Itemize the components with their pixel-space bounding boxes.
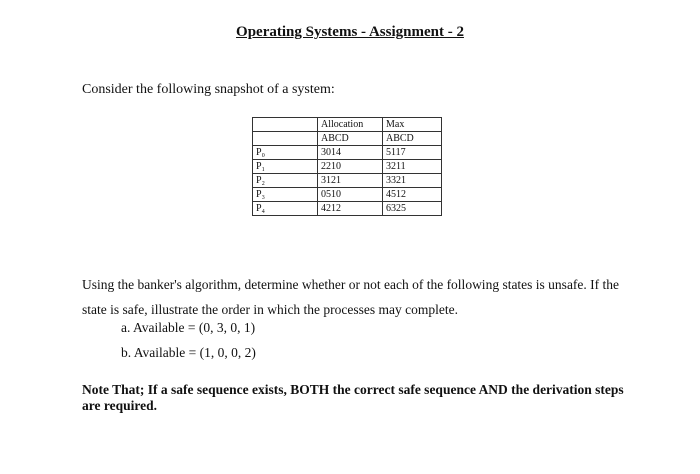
question-text: Using the banker's algorithm, determine whether or not each of the following states is unsafe. If the state is safe, illustrate the order in which the processes may complete. [82, 277, 620, 317]
table-subheader-row [253, 132, 442, 146]
option-a: a. Available = (0, 3, 0, 1) [121, 320, 256, 335]
option-b: b. Available = (1, 0, 0, 2) [121, 345, 256, 360]
max-header: Max [383, 118, 442, 132]
max-value: 3211 [383, 160, 442, 174]
snapshot-table [252, 117, 442, 216]
table-header-row [253, 118, 442, 132]
max-value: 5117 [383, 146, 442, 160]
allocation-header: Allocation [318, 118, 383, 132]
process-label: P₄ [253, 202, 318, 216]
table-row [253, 146, 442, 160]
max-value: 6325 [383, 202, 442, 216]
max-value: 4512 [383, 188, 442, 202]
process-label: P₁ [253, 160, 318, 174]
allocation-value: 3121 [318, 174, 383, 188]
table-row [253, 174, 442, 188]
max-resource-labels: ABCD [383, 132, 442, 146]
table-row [253, 188, 442, 202]
table-row [253, 202, 442, 216]
allocation-value: 3014 [318, 146, 383, 160]
allocation-value: 2210 [318, 160, 383, 174]
allocation-value: 0510 [318, 188, 383, 202]
intro-text: Consider the following snapshot of a system: [82, 82, 335, 97]
table-cell [253, 118, 318, 132]
note-text: Note That; If a safe sequence exists, BOTH the correct safe sequence AND the derivation steps are required. [82, 382, 624, 413]
process-label: P₃ [253, 188, 318, 202]
page-title: Operating Systems - Assignment - 2 [236, 24, 464, 40]
process-label: P₀ [253, 146, 318, 160]
table-cell [253, 132, 318, 146]
allocation-value: 4212 [318, 202, 383, 216]
allocation-resource-labels: ABCD [318, 132, 383, 146]
table-row [253, 160, 442, 174]
max-value: 3321 [383, 174, 442, 188]
process-label: P₂ [253, 174, 318, 188]
